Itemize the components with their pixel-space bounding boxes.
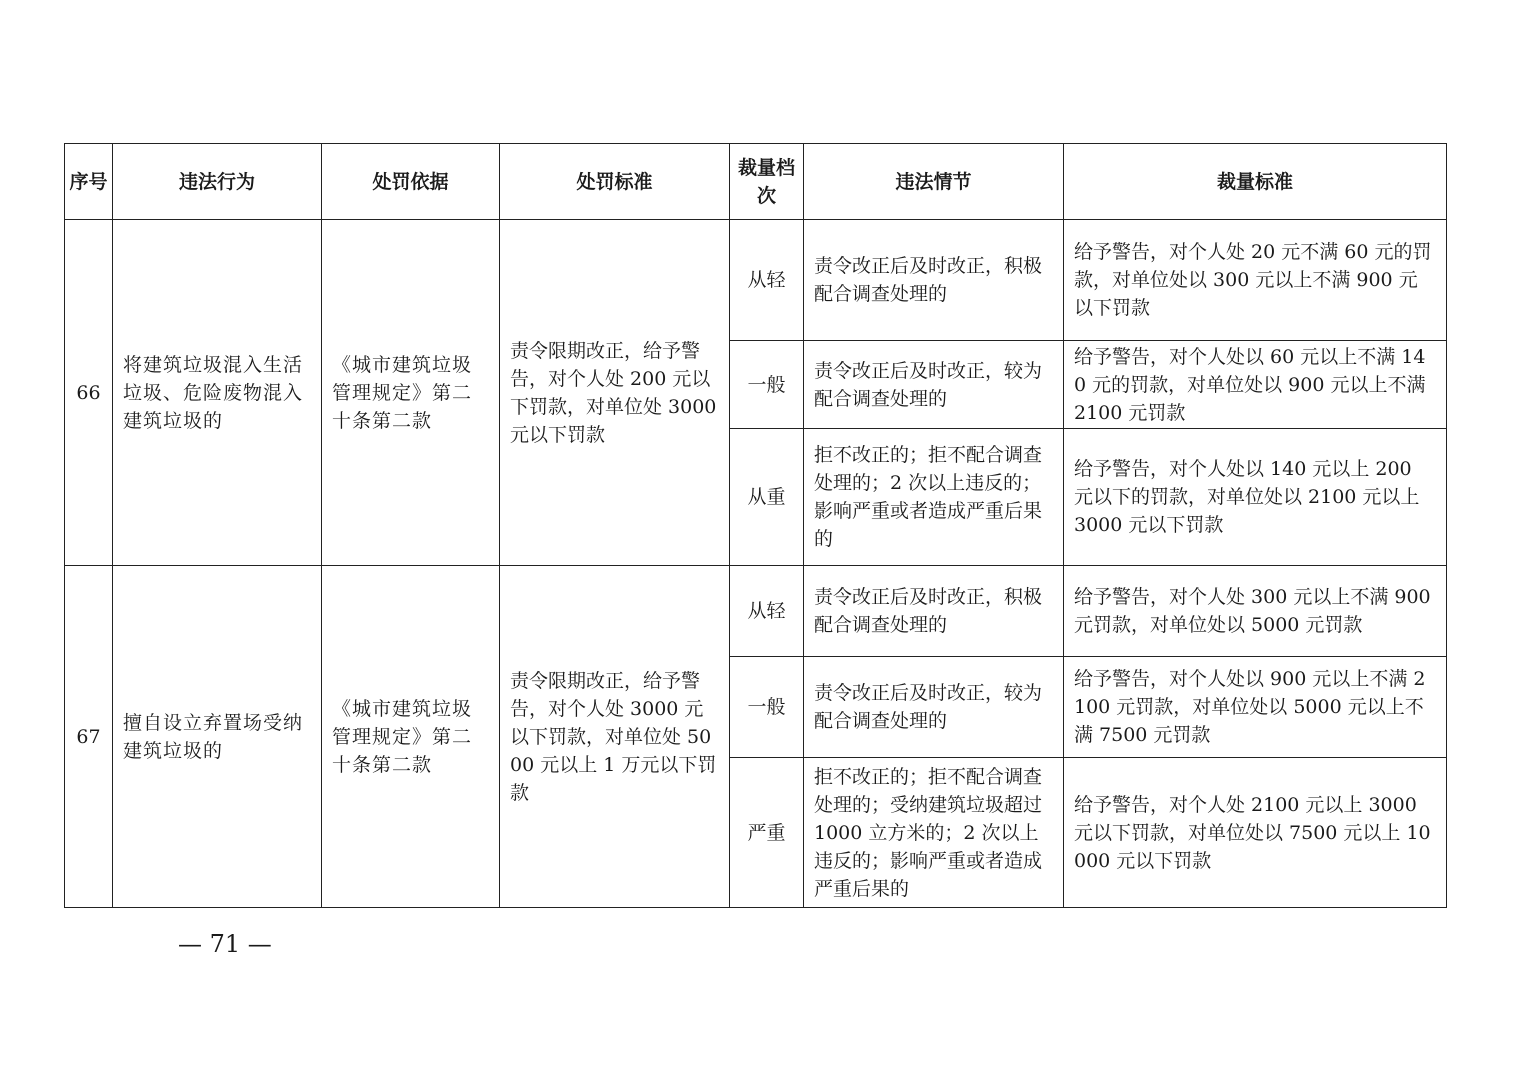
row-standard: 责令限期改正，给予警告，对个人处 3000 元以下罚款，对单位处 5000 元以上 1 万元以下罚款 xyxy=(500,566,730,908)
tier-discretion: 给予警告，对个人处 2100 元以上 3000 元以下罚款，对单位处以 7500 元以上 10000 元以下罚款 xyxy=(1064,758,1447,908)
header-discretion: 裁量标准 xyxy=(1064,144,1447,220)
row-act: 将建筑垃圾混入生活垃圾、危险废物混入建筑垃圾的 xyxy=(113,220,322,566)
table-row xyxy=(65,220,1447,341)
tier-discretion: 给予警告，对个人处 300 元以上不满 900 元罚款，对单位处以 5000 元罚款 xyxy=(1064,566,1447,657)
tier-level: 严重 xyxy=(730,758,804,908)
header-level: 裁量档次 xyxy=(730,144,804,220)
tier-circumstance: 拒不改正的；拒不配合调查处理的；2 次以上违反的；影响严重或者造成严重后果的 xyxy=(804,429,1064,566)
tier-discretion: 给予警告，对个人处 20 元不满 60 元的罚款，对单位处以 300 元以上不满 900 元以下罚款 xyxy=(1064,220,1447,341)
page-number: — 71 — xyxy=(178,930,272,958)
tier-circumstance: 责令改正后及时改正，较为配合调查处理的 xyxy=(804,341,1064,429)
header-circumstance: 违法情节 xyxy=(804,144,1064,220)
row-standard: 责令限期改正，给予警告，对个人处 200 元以下罚款，对单位处 3000 元以下罚款 xyxy=(500,220,730,566)
tier-level: 从重 xyxy=(730,429,804,566)
row-act: 擅自设立弃置场受纳建筑垃圾的 xyxy=(113,566,322,908)
header-act: 违法行为 xyxy=(113,144,322,220)
header-standard: 处罚标准 xyxy=(500,144,730,220)
header-basis: 处罚依据 xyxy=(322,144,500,220)
tier-discretion: 给予警告，对个人处以 900 元以上不满 2100 元罚款，对单位处以 5000 元以上不满 7500 元罚款 xyxy=(1064,657,1447,758)
header-seq: 序号 xyxy=(65,144,113,220)
tier-circumstance: 责令改正后及时改正，积极配合调查处理的 xyxy=(804,220,1064,341)
penalty-discretion-table xyxy=(64,143,1447,908)
tier-level: 从轻 xyxy=(730,566,804,657)
tier-circumstance: 责令改正后及时改正，积极配合调查处理的 xyxy=(804,566,1064,657)
tier-level: 从轻 xyxy=(730,220,804,341)
tier-discretion: 给予警告，对个人处以 140 元以上 200 元以下的罚款，对单位处以 2100 元以上 3000 元以下罚款 xyxy=(1064,429,1447,566)
tier-circumstance: 责令改正后及时改正，较为配合调查处理的 xyxy=(804,657,1064,758)
table-row xyxy=(65,566,1447,657)
row-basis: 《城市建筑垃圾管理规定》第二十条第二款 xyxy=(322,566,500,908)
tier-level: 一般 xyxy=(730,657,804,758)
row-seq: 67 xyxy=(65,566,113,908)
row-seq: 66 xyxy=(65,220,113,566)
tier-level: 一般 xyxy=(730,341,804,429)
tier-circumstance: 拒不改正的；拒不配合调查处理的；受纳建筑垃圾超过 1000 立方米的；2 次以上违反的；影响严重或者造成严重后果的 xyxy=(804,758,1064,908)
tier-discretion: 给予警告，对个人处以 60 元以上不满 140 元的罚款，对单位处以 900 元以上不满 2100 元罚款 xyxy=(1064,341,1447,429)
row-basis: 《城市建筑垃圾管理规定》第二十条第二款 xyxy=(322,220,500,566)
header-row xyxy=(65,144,1447,220)
